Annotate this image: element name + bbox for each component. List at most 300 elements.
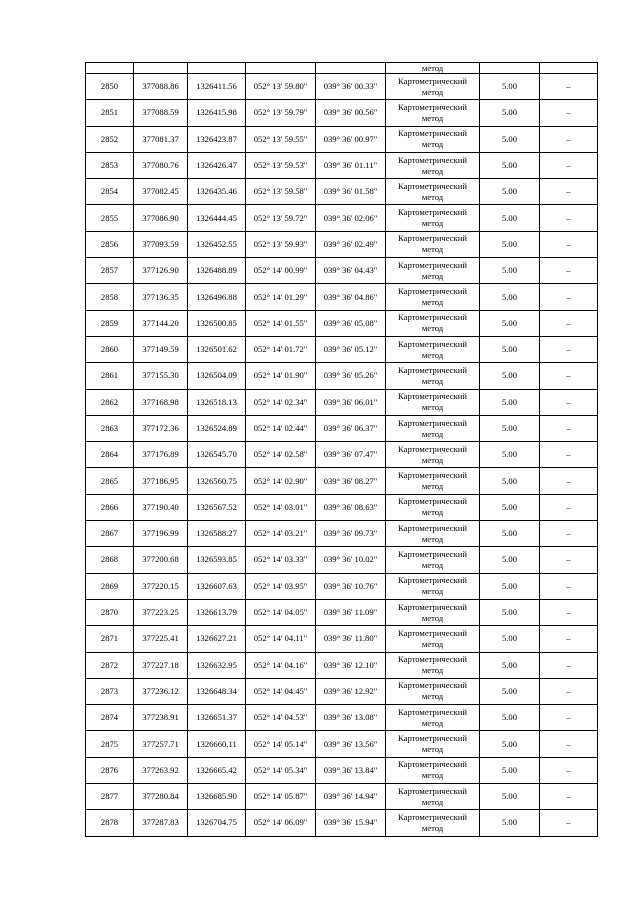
latitude-cell: 052° 14' 05.87"	[246, 784, 316, 810]
method-cell	[386, 415, 480, 441]
longitude-cell: 039° 36' 00.56"	[316, 100, 386, 126]
note-cell: –	[540, 810, 598, 836]
y-coordinate-cell: 1326648.34	[188, 678, 246, 704]
method-line-1: Картометрический	[398, 759, 467, 770]
method-line-1: Картометрический	[398, 627, 467, 638]
longitude-cell: 039° 36' 05.08"	[316, 310, 386, 336]
table-row	[86, 363, 598, 389]
accuracy-cell: 5.00	[480, 100, 540, 126]
table-row	[86, 757, 598, 783]
y-coordinate-cell: 1326588.27	[188, 521, 246, 547]
method-line-2: метод	[421, 559, 444, 570]
method-line-2: метод	[421, 112, 444, 123]
method-line-1: Картометрический	[398, 470, 467, 481]
method-line-2: метод	[421, 454, 444, 465]
note-cell: –	[540, 179, 598, 205]
table-row	[86, 100, 598, 126]
method-line-1: Картометрический	[398, 601, 467, 612]
y-coordinate-cell: 1326545.70	[188, 442, 246, 468]
method-cell	[386, 626, 480, 652]
note-cell: –	[540, 494, 598, 520]
method-line-2: метод	[421, 270, 444, 281]
accuracy-cell: 5.00	[480, 652, 540, 678]
table-cell	[188, 63, 246, 74]
longitude-cell: 039° 36' 14.94"	[316, 784, 386, 810]
y-coordinate-cell: 1326593.85	[188, 547, 246, 573]
table-row	[86, 521, 598, 547]
table-cell	[246, 63, 316, 74]
method-cell	[386, 231, 480, 257]
table-cell	[540, 63, 598, 74]
latitude-cell: 052° 13' 59.80"	[246, 74, 316, 100]
note-cell: –	[540, 205, 598, 231]
point-number-cell: 2861	[86, 363, 134, 389]
x-coordinate-cell: 377220.15	[134, 573, 188, 599]
accuracy-cell: 5.00	[480, 231, 540, 257]
method-line-1: Картометрический	[398, 522, 467, 533]
x-coordinate-cell: 377186.95	[134, 468, 188, 494]
point-number-cell: 2873	[86, 678, 134, 704]
note-cell: –	[540, 415, 598, 441]
x-coordinate-cell: 377238.91	[134, 705, 188, 731]
x-coordinate-cell: 377086.90	[134, 205, 188, 231]
table-row	[86, 442, 598, 468]
latitude-cell: 052° 14' 04.05"	[246, 599, 316, 625]
point-number-cell: 2877	[86, 784, 134, 810]
accuracy-cell: 5.00	[480, 468, 540, 494]
x-coordinate-cell: 377236.12	[134, 678, 188, 704]
point-number-cell: 2874	[86, 705, 134, 731]
point-number-cell: 2878	[86, 810, 134, 836]
method-cell	[386, 363, 480, 389]
method-cell	[386, 284, 480, 310]
longitude-cell: 039° 36' 13.84"	[316, 757, 386, 783]
x-coordinate-cell: 377155.30	[134, 363, 188, 389]
latitude-cell: 052° 14' 04.16"	[246, 652, 316, 678]
method-line-1: Картометрический	[398, 364, 467, 375]
table-row	[86, 74, 598, 100]
y-coordinate-cell: 1326632.95	[188, 652, 246, 678]
note-cell: –	[540, 442, 598, 468]
table-row	[86, 468, 598, 494]
method-line-2: метод	[421, 770, 444, 781]
table-row	[86, 494, 598, 520]
longitude-cell: 039° 36' 11.09"	[316, 599, 386, 625]
point-number-cell: 2866	[86, 494, 134, 520]
y-coordinate-cell: 1326607.63	[188, 573, 246, 599]
longitude-cell: 039° 36' 12.92"	[316, 678, 386, 704]
longitude-cell: 039° 36' 08.63"	[316, 494, 386, 520]
latitude-cell: 052° 13' 59.53"	[246, 152, 316, 178]
method-line-2: метод	[421, 86, 444, 97]
latitude-cell: 052° 14' 05.14"	[246, 731, 316, 757]
longitude-cell: 039° 36' 08.27"	[316, 468, 386, 494]
accuracy-cell: 5.00	[480, 389, 540, 415]
table-row	[86, 258, 598, 284]
table-row	[86, 415, 598, 441]
table-row	[86, 547, 598, 573]
longitude-cell: 039° 36' 12.10"	[316, 652, 386, 678]
method-line-2: метод	[421, 244, 444, 255]
table-continuation-row	[86, 63, 598, 74]
accuracy-cell: 5.00	[480, 152, 540, 178]
method-cell	[386, 705, 480, 731]
method-line-1: Картометрический	[398, 391, 467, 402]
y-coordinate-cell: 1326613.79	[188, 599, 246, 625]
point-number-cell: 2870	[86, 599, 134, 625]
note-cell: –	[540, 74, 598, 100]
accuracy-cell: 5.00	[480, 336, 540, 362]
accuracy-cell: 5.00	[480, 810, 540, 836]
y-coordinate-cell: 1326501.62	[188, 336, 246, 362]
latitude-cell: 052° 14' 05.34"	[246, 757, 316, 783]
method-cell	[386, 678, 480, 704]
accuracy-cell: 5.00	[480, 521, 540, 547]
longitude-cell: 039° 36' 02.49"	[316, 231, 386, 257]
method-line-2: метод	[421, 375, 444, 386]
method-cell	[386, 731, 480, 757]
latitude-cell: 052° 14' 02.44"	[246, 415, 316, 441]
method-cell	[386, 310, 480, 336]
point-number-cell: 2876	[86, 757, 134, 783]
method-line-1: Картометрический	[398, 785, 467, 796]
method-cell	[386, 389, 480, 415]
note-cell: –	[540, 363, 598, 389]
note-cell: –	[540, 521, 598, 547]
longitude-cell: 039° 36' 00.33"	[316, 74, 386, 100]
accuracy-cell: 5.00	[480, 784, 540, 810]
y-coordinate-cell: 1326560.75	[188, 468, 246, 494]
method-cell	[386, 547, 480, 573]
method-cell	[386, 205, 480, 231]
point-number-cell: 2862	[86, 389, 134, 415]
table-row	[86, 626, 598, 652]
point-number-cell: 2852	[86, 126, 134, 152]
x-coordinate-cell: 377200.68	[134, 547, 188, 573]
y-coordinate-cell: 1326496.88	[188, 284, 246, 310]
note-cell: –	[540, 336, 598, 362]
method-line-2: метод	[421, 533, 444, 544]
table-row	[86, 652, 598, 678]
method-cell	[386, 442, 480, 468]
x-coordinate-cell: 377257.71	[134, 731, 188, 757]
longitude-cell: 039° 36' 15.94"	[316, 810, 386, 836]
accuracy-cell: 5.00	[480, 258, 540, 284]
method-cell	[386, 152, 480, 178]
y-coordinate-cell: 1326423.87	[188, 126, 246, 152]
y-coordinate-cell: 1326627.21	[188, 626, 246, 652]
x-coordinate-cell: 377168.98	[134, 389, 188, 415]
y-coordinate-cell: 1326411.56	[188, 74, 246, 100]
document-page	[85, 62, 597, 837]
method-cell	[386, 652, 480, 678]
method-line-1: Картометрический	[398, 180, 467, 191]
point-number-cell: 2875	[86, 731, 134, 757]
note-cell: –	[540, 389, 598, 415]
x-coordinate-cell: 377080.76	[134, 152, 188, 178]
latitude-cell: 052° 14' 04.11"	[246, 626, 316, 652]
longitude-cell: 039° 36' 13.56"	[316, 731, 386, 757]
y-coordinate-cell: 1326665.42	[188, 757, 246, 783]
method-cell	[386, 494, 480, 520]
method-line-1: Картометрический	[398, 207, 467, 218]
table-row	[86, 336, 598, 362]
longitude-cell: 039° 36' 04.86"	[316, 284, 386, 310]
x-coordinate-cell: 377227.18	[134, 652, 188, 678]
longitude-cell: 039° 36' 00.97"	[316, 126, 386, 152]
x-coordinate-cell: 377223.25	[134, 599, 188, 625]
note-cell: –	[540, 626, 598, 652]
y-coordinate-cell: 1326504.09	[188, 363, 246, 389]
method-line-2: метод	[421, 822, 444, 833]
note-cell: –	[540, 100, 598, 126]
x-coordinate-cell: 377287.83	[134, 810, 188, 836]
latitude-cell: 052° 14' 04.45"	[246, 678, 316, 704]
method-line-2: метод	[421, 428, 444, 439]
note-cell: –	[540, 126, 598, 152]
method-cell	[386, 336, 480, 362]
method-line-2: метод	[421, 481, 444, 492]
table-row	[86, 678, 598, 704]
method-cell	[386, 521, 480, 547]
y-coordinate-cell: 1326435.46	[188, 179, 246, 205]
note-cell: –	[540, 468, 598, 494]
latitude-cell: 052° 14' 01.29"	[246, 284, 316, 310]
method-line-1: Картометрический	[398, 548, 467, 559]
accuracy-cell: 5.00	[480, 731, 540, 757]
note-cell: –	[540, 705, 598, 731]
note-cell: –	[540, 231, 598, 257]
x-coordinate-cell: 377136.35	[134, 284, 188, 310]
method-line-1: Картометрический	[398, 733, 467, 744]
table-row	[86, 731, 598, 757]
method-line-2: метод	[421, 218, 444, 229]
method-line-2: метод	[421, 744, 444, 755]
latitude-cell: 052° 13' 59.58"	[246, 179, 316, 205]
point-number-cell: 2868	[86, 547, 134, 573]
method-line-1: Картометрический	[398, 233, 467, 244]
method-line-1: Картометрический	[398, 101, 467, 112]
point-number-cell: 2854	[86, 179, 134, 205]
table-cell	[134, 63, 188, 74]
latitude-cell: 052° 13' 59.79"	[246, 100, 316, 126]
method-line-2: метод	[421, 297, 444, 308]
x-coordinate-cell: 377126.90	[134, 258, 188, 284]
accuracy-cell: 5.00	[480, 205, 540, 231]
longitude-cell: 039° 36' 04.43"	[316, 258, 386, 284]
method-line-2: метод	[421, 586, 444, 597]
method-line-2: метод	[421, 612, 444, 623]
accuracy-cell: 5.00	[480, 626, 540, 652]
y-coordinate-cell: 1326518.13	[188, 389, 246, 415]
coordinates-table	[85, 62, 598, 837]
x-coordinate-cell: 377088.86	[134, 74, 188, 100]
method-cell	[386, 757, 480, 783]
point-number-cell: 2859	[86, 310, 134, 336]
method-line-1: Картометрический	[398, 575, 467, 586]
latitude-cell: 052° 14' 02.58"	[246, 442, 316, 468]
method-line-1: Картометрический	[398, 496, 467, 507]
longitude-cell: 039° 36' 10.02"	[316, 547, 386, 573]
longitude-cell: 039° 36' 11.80"	[316, 626, 386, 652]
x-coordinate-cell: 377176.89	[134, 442, 188, 468]
point-number-cell: 2857	[86, 258, 134, 284]
note-cell: –	[540, 652, 598, 678]
table-cell	[316, 63, 386, 74]
method-line-1: Картометрический	[398, 259, 467, 270]
method-line-2: метод	[421, 638, 444, 649]
latitude-cell: 052° 13' 59.72"	[246, 205, 316, 231]
x-coordinate-cell: 377088.59	[134, 100, 188, 126]
method-line-2: метод	[421, 665, 444, 676]
longitude-cell: 039° 36' 05.12"	[316, 336, 386, 362]
accuracy-cell: 5.00	[480, 74, 540, 100]
note-cell: –	[540, 310, 598, 336]
accuracy-cell: 5.00	[480, 705, 540, 731]
longitude-cell: 039° 36' 06.01"	[316, 389, 386, 415]
x-coordinate-cell: 377149.59	[134, 336, 188, 362]
method-line-2: метод	[421, 139, 444, 150]
y-coordinate-cell: 1326488.89	[188, 258, 246, 284]
latitude-cell: 052° 14' 01.55"	[246, 310, 316, 336]
y-coordinate-cell: 1326524.89	[188, 415, 246, 441]
x-coordinate-cell: 377225.41	[134, 626, 188, 652]
method-line-2: метод	[421, 191, 444, 202]
point-number-cell: 2853	[86, 152, 134, 178]
method-cell	[386, 599, 480, 625]
y-coordinate-cell: 1326452.55	[188, 231, 246, 257]
x-coordinate-cell: 377280.84	[134, 784, 188, 810]
latitude-cell: 052° 14' 00.99"	[246, 258, 316, 284]
accuracy-cell: 5.00	[480, 284, 540, 310]
y-coordinate-cell: 1326426.47	[188, 152, 246, 178]
point-number-cell: 2864	[86, 442, 134, 468]
note-cell: –	[540, 678, 598, 704]
table-row	[86, 205, 598, 231]
x-coordinate-cell: 377093.59	[134, 231, 188, 257]
point-number-cell: 2867	[86, 521, 134, 547]
table-row	[86, 389, 598, 415]
note-cell: –	[540, 599, 598, 625]
table-row	[86, 179, 598, 205]
x-coordinate-cell: 377190.40	[134, 494, 188, 520]
point-number-cell: 2850	[86, 74, 134, 100]
accuracy-cell: 5.00	[480, 442, 540, 468]
accuracy-cell: 5.00	[480, 547, 540, 573]
accuracy-cell: 5.00	[480, 179, 540, 205]
method-line-2: метод	[421, 691, 444, 702]
longitude-cell: 039° 36' 05.26"	[316, 363, 386, 389]
x-coordinate-cell: 377082.45	[134, 179, 188, 205]
latitude-cell: 052° 14' 06.09"	[246, 810, 316, 836]
table-row	[86, 599, 598, 625]
table-row	[86, 573, 598, 599]
longitude-cell: 039° 36' 13.08"	[316, 705, 386, 731]
point-number-cell: 2851	[86, 100, 134, 126]
longitude-cell: 039° 36' 01.11"	[316, 152, 386, 178]
method-line-1: Картометрический	[398, 417, 467, 428]
accuracy-cell: 5.00	[480, 494, 540, 520]
method-cell	[386, 258, 480, 284]
method-line-1: Картометрический	[398, 312, 467, 323]
table-row	[86, 284, 598, 310]
point-number-cell: 2865	[86, 468, 134, 494]
method-line-1: Картометрический	[398, 706, 467, 717]
note-cell: –	[540, 573, 598, 599]
y-coordinate-cell: 1326415.98	[188, 100, 246, 126]
x-coordinate-cell: 377263.92	[134, 757, 188, 783]
table-row	[86, 152, 598, 178]
x-coordinate-cell: 377172.36	[134, 415, 188, 441]
longitude-cell: 039° 36' 07.47"	[316, 442, 386, 468]
accuracy-cell: 5.00	[480, 678, 540, 704]
method-cell	[386, 74, 480, 100]
longitude-cell: 039° 36' 01.58"	[316, 179, 386, 205]
latitude-cell: 052° 14' 02.90"	[246, 468, 316, 494]
y-coordinate-cell: 1326660.11	[188, 731, 246, 757]
point-number-cell: 2860	[86, 336, 134, 362]
method-cell	[386, 784, 480, 810]
longitude-cell: 039° 36' 06.37"	[316, 415, 386, 441]
method-cell	[386, 179, 480, 205]
method-line-1: Картометрический	[398, 154, 467, 165]
method-line-1: Картометрический	[398, 338, 467, 349]
method-line-1: Картометрический	[398, 654, 467, 665]
table-row	[86, 310, 598, 336]
note-cell: –	[540, 284, 598, 310]
method-cell-tail: метод	[386, 63, 480, 74]
accuracy-cell: 5.00	[480, 573, 540, 599]
method-line-1: Картометрический	[398, 75, 467, 86]
longitude-cell: 039° 36' 10.76"	[316, 573, 386, 599]
accuracy-cell: 5.00	[480, 363, 540, 389]
table-row	[86, 810, 598, 836]
latitude-cell: 052° 14' 01.72"	[246, 336, 316, 362]
point-number-cell: 2858	[86, 284, 134, 310]
method-cell	[386, 573, 480, 599]
method-cell	[386, 468, 480, 494]
accuracy-cell: 5.00	[480, 757, 540, 783]
latitude-cell: 052° 13' 59.93"	[246, 231, 316, 257]
latitude-cell: 052° 14' 03.01"	[246, 494, 316, 520]
x-coordinate-cell: 377081.37	[134, 126, 188, 152]
y-coordinate-cell: 1326651.37	[188, 705, 246, 731]
latitude-cell: 052° 13' 59.55"	[246, 126, 316, 152]
table-cell	[480, 63, 540, 74]
latitude-cell: 052° 14' 01.90"	[246, 363, 316, 389]
x-coordinate-cell: 377144.20	[134, 310, 188, 336]
note-cell: –	[540, 784, 598, 810]
longitude-cell: 039° 36' 02.06"	[316, 205, 386, 231]
note-cell: –	[540, 152, 598, 178]
method-line-1: Картометрический	[398, 128, 467, 139]
method-line-2: метод	[421, 349, 444, 360]
method-line-2: метод	[421, 165, 444, 176]
note-cell: –	[540, 258, 598, 284]
point-number-cell: 2856	[86, 231, 134, 257]
point-number-cell: 2871	[86, 626, 134, 652]
method-line-2: метод	[421, 796, 444, 807]
latitude-cell: 052° 14' 03.21"	[246, 521, 316, 547]
latitude-cell: 052° 14' 04.53"	[246, 705, 316, 731]
accuracy-cell: 5.00	[480, 126, 540, 152]
y-coordinate-cell: 1326704.75	[188, 810, 246, 836]
y-coordinate-cell: 1326567.52	[188, 494, 246, 520]
method-line-1: Картометрический	[398, 680, 467, 691]
point-number-cell: 2863	[86, 415, 134, 441]
method-line-2: метод	[421, 507, 444, 518]
latitude-cell: 052° 14' 02.34"	[246, 389, 316, 415]
